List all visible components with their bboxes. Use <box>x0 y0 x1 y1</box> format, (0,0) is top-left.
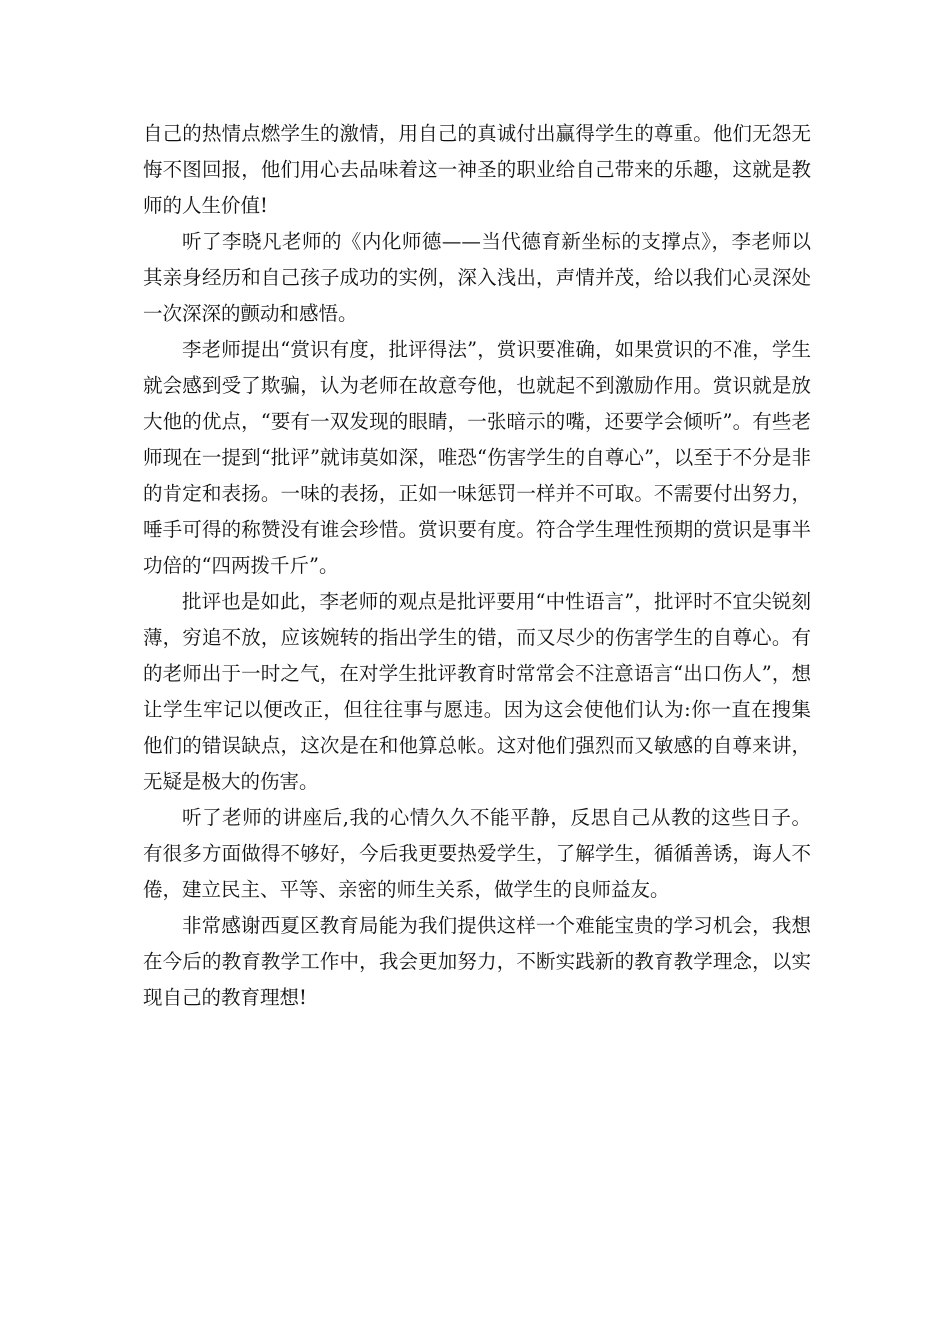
paragraph-lecture-intro: 听了李晓凡老师的《内化师德——当代德育新坐标的支撑点》，李老师以其亲身经历和自己孩子成功的实例，深入浅出，声情并茂，给以我们心灵深处一次深深的颤动和感悟。 <box>143 230 811 325</box>
paragraph-reflection: 听了老师的讲座后,我的心情久久不能平静，反思自己从教的这些日子。有很多方面做得不够好，今后我更要热爱学生，了解学生，循循善诱，诲人不倦，建立民主、平等、亲密的师生关系，做学生的良师益友。 <box>143 806 811 901</box>
paragraph-appreciation: 李老师提出“赏识有度，批评得法”，赏识要准确，如果赏识的不准，学生就会感到受了欺骗，认为老师在故意夸他，也就起不到激励作用。赏识就是放大他的优点，“要有一双发现的眼睛，一张暗示的嘴，还要学会倾听”。有些老师现在一提到“批评”就讳莫如深，唯恐“伤害学生的自尊心”，以至于不分是非的肯定和表扬。一味的表扬，正如一味惩罚一样并不可取。不需要付出努力，唾手可得的称赞没有谁会珍惜。赏识要有度。符合学生理性预期的赏识是事半功倍的“四两拨千斤”。 <box>143 338 811 577</box>
paragraph-continuation: 自己的热情点燃学生的激情，用自己的真诚付出赢得学生的尊重。他们无怨无悔不图回报，他们用心去品味着这一神圣的职业给自己带来的乐趣，这就是教师的人生价值! <box>143 122 811 217</box>
paragraph-gratitude: 非常感谢西夏区教育局能为我们提供这样一个难能宝贵的学习机会，我想在今后的教育教学工作中，我会更加努力，不断实践新的教育教学理念，以实现自己的教育理想! <box>143 914 811 1009</box>
paragraph-criticism: 批评也是如此，李老师的观点是批评要用“中性语言”，批评时不宜尖锐刻薄，穷追不放，应该婉转的指出学生的错，而又尽少的伤害学生的自尊心。有的老师出于一时之气，在对学生批评教育时常常会不注意语言“出口伤人”，想让学生牢记以便改正，但往往事与愿违。因为这会使他们认为:你一直在搜集他们的错误缺点，这次是在和他算总帐。这对他们强烈而又敏感的自尊来讲，无疑是极大的伤害。 <box>143 590 811 793</box>
document-body <box>143 116 811 1016</box>
